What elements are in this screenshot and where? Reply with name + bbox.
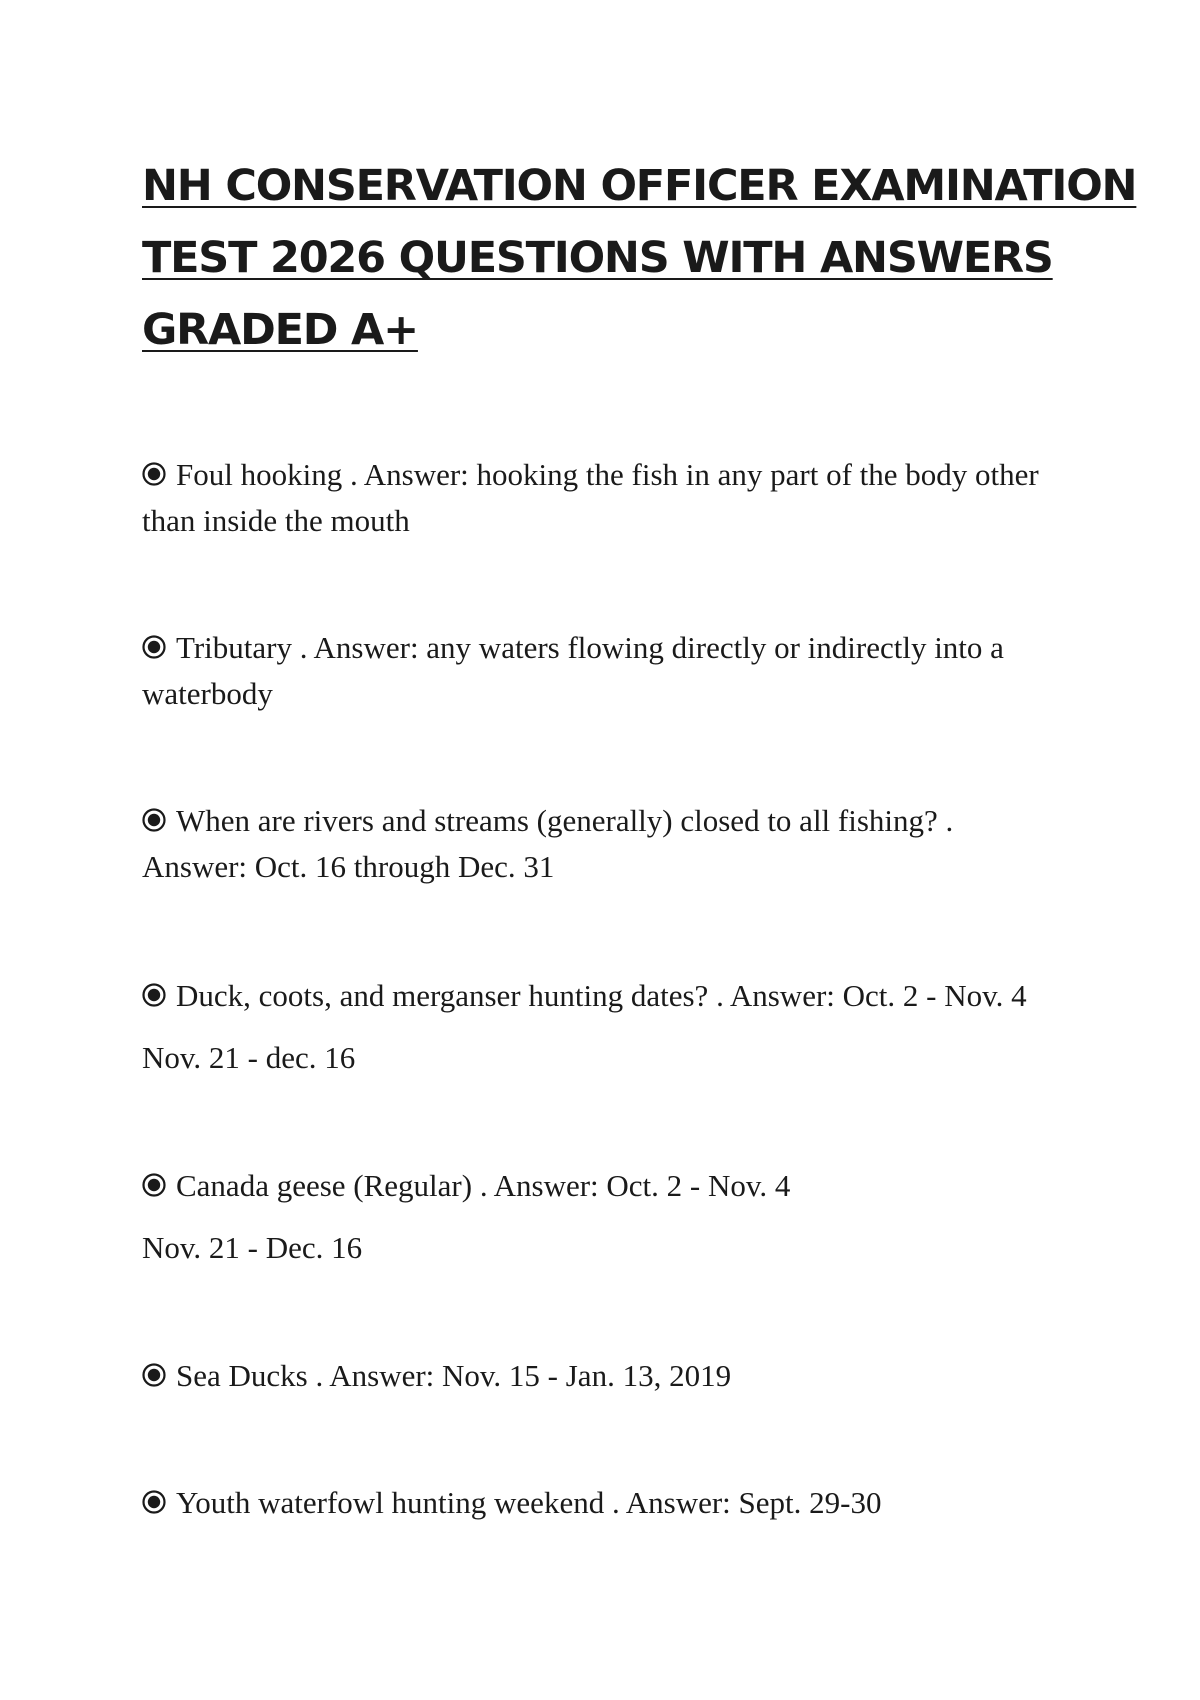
radio-bullet-icon xyxy=(142,1360,172,1390)
qa-item-sea-ducks xyxy=(142,1345,1082,1407)
qa-item-rivers-closed xyxy=(142,798,1082,890)
qa-line xyxy=(142,1472,1082,1534)
qa-line xyxy=(142,965,1082,1027)
qa-line xyxy=(142,498,1082,544)
qa-line xyxy=(142,671,1082,717)
qa-text: Tributary . Answer: any waters flowing directly or indirectly into a xyxy=(176,630,1004,665)
qa-item-canada-geese xyxy=(142,1155,1082,1279)
qa-item-youth-waterfowl xyxy=(142,1472,1082,1534)
radio-bullet-icon xyxy=(142,459,172,489)
qa-text: Nov. 21 - dec. 16 xyxy=(142,1040,356,1075)
qa-item-foul-hooking xyxy=(142,452,1082,544)
title-line: GRADED A+ xyxy=(142,305,418,355)
qa-text: Nov. 21 - Dec. 16 xyxy=(142,1230,363,1265)
qa-text: Youth waterfowl hunting weekend . Answer: Sept. 29-30 xyxy=(176,1485,882,1520)
radio-bullet-icon xyxy=(142,1170,172,1200)
qa-text: Foul hooking . Answer: hooking the fish in any part of the body other xyxy=(176,457,1039,492)
qa-item-tributary xyxy=(142,625,1082,717)
qa-text: When are rivers and streams (generally) closed to all fishing? . xyxy=(176,803,954,838)
qa-line xyxy=(142,1345,1082,1407)
qa-line xyxy=(142,844,1082,890)
qa-text: Sea Ducks . Answer: Nov. 15 - Jan. 13, 2019 xyxy=(176,1358,732,1393)
qa-line xyxy=(142,452,1082,498)
radio-bullet-icon xyxy=(142,805,172,835)
qa-line xyxy=(142,1155,1082,1217)
qa-line xyxy=(142,625,1082,671)
document-title xyxy=(142,150,1137,366)
radio-bullet-icon xyxy=(142,1487,172,1517)
title-line: TEST 2026 QUESTIONS WITH ANSWERS xyxy=(142,233,1053,283)
radio-bullet-icon xyxy=(142,980,172,1010)
qa-line xyxy=(142,1027,1082,1089)
qa-line xyxy=(142,1217,1082,1279)
qa-text: Duck, coots, and merganser hunting dates? . Answer: Oct. 2 - Nov. 4 xyxy=(176,978,1027,1013)
qa-text: than inside the mouth xyxy=(142,503,410,538)
qa-item-duck-dates xyxy=(142,965,1082,1089)
radio-bullet-icon xyxy=(142,632,172,662)
qa-line xyxy=(142,798,1082,844)
qa-text: Canada geese (Regular) . Answer: Oct. 2 - Nov. 4 xyxy=(176,1168,791,1203)
qa-text: waterbody xyxy=(142,676,273,711)
title-line: NH CONSERVATION OFFICER EXAMINATION xyxy=(142,161,1137,211)
qa-text: Answer: Oct. 16 through Dec. 31 xyxy=(142,849,555,884)
